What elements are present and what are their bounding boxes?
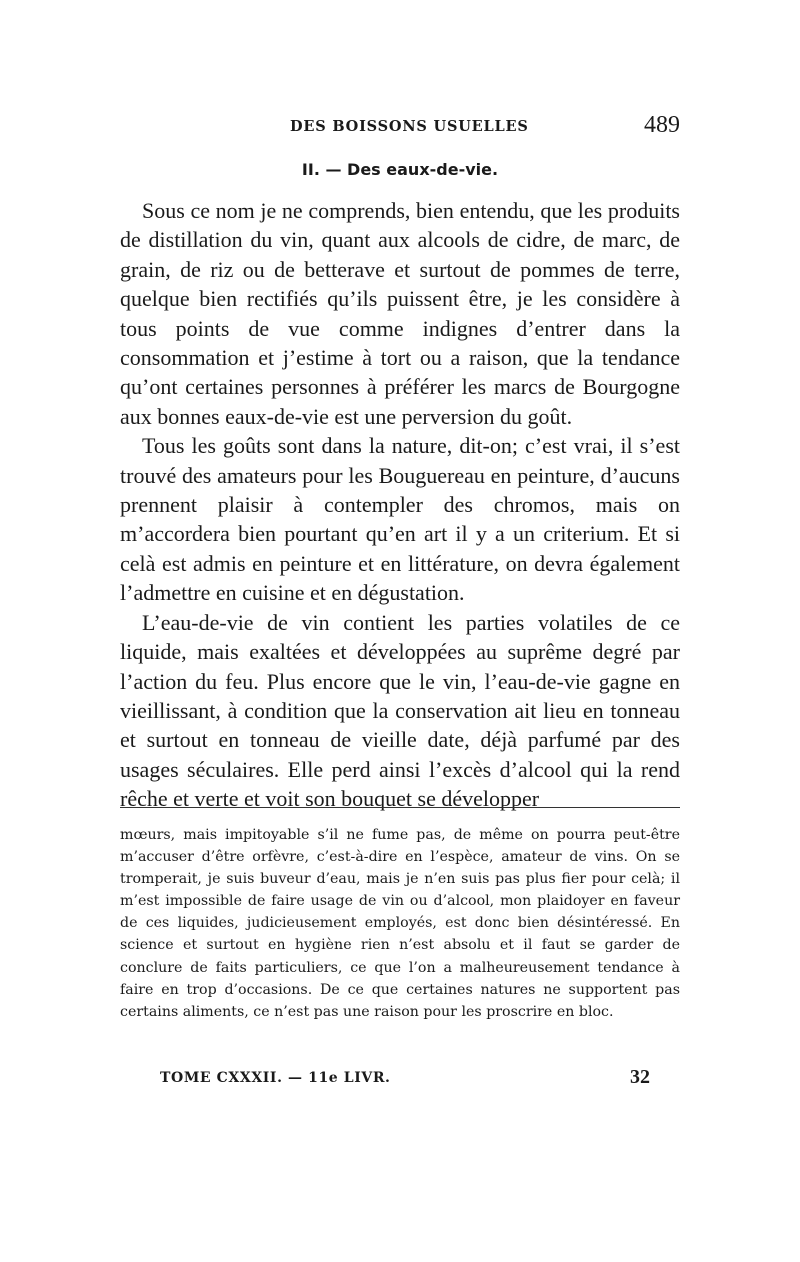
- body-paragraph: L’eau-de-vie de vin contient les parties volatiles de ce liquide, mais exaltées et développées au suprême degré par l’action du feu. Plus encore que le vin, l’eau-de-vie gagne en vieillissant, à condition que la conservation ait lieu en tonneau et surtout en tonneau de vieille date, déjà parfumé par des usages séculaires. Elle perd ainsi l’excès d’alcool qui la rend rêche et verte et voit son bouquet se développer: [120, 609, 680, 812]
- body-text: [120, 196, 680, 814]
- sheet-number: 32: [630, 1066, 650, 1088]
- printer-signature: [120, 1066, 680, 1092]
- running-header: [120, 112, 680, 146]
- body-paragraph: Tous les goûts sont dans la nature, dit-on; c’est vrai, il s’est trouvé des amateurs pour les Bouguereau en peinture, d’aucuns prennent plaisir à contempler des chromos, mais on m’accordera bien pourtant qu’en art il y a un criterium. Et si celà est admis en peinture et en littérature, on devra également l’admettre en cuisine et en dégustation.: [120, 433, 680, 606]
- volume-signature: TOME CXXXII. — 11e LIVR.: [160, 1070, 391, 1086]
- footnote-text: mœurs, mais impitoyable s’il ne fume pas, de même on pourra peut-être m’accuser d’être orfèvre, c’est-à-dire en l’espèce, amateur de vins. On se tromperait, je suis buveur d’eau, mais je n’en suis pas plus fier pour celà; il m’est impossible de faire usage de vin ou d’alcool, mon plaidoyer en faveur de ces liquides, judicieusement employés, est donc bien désintéressé. En science et surtout en hygiène rien n’est absolu et il faut se garder de conclure de faits particuliers, ce que l’on a malheureusement tendance à faire en trop d’occasions. De ce que certaines natures ne supportent pas certains aliments, ce n’est pas une raison pour les proscrire en bloc.: [120, 827, 680, 1020]
- footnote: [120, 824, 680, 1023]
- page-number: 489: [644, 112, 680, 138]
- running-title: DES BOISSONS USUELLES: [290, 118, 529, 135]
- section-title: II. — Des eaux-de-vie.: [301, 160, 499, 179]
- footnote-divider: [120, 807, 680, 808]
- body-paragraph: Sous ce nom je ne comprends, bien entendu, que les produits de distillation du vin, quant aux alcools de cidre, de marc, de grain, de riz ou de betterave et surtout de pommes de terre, quelque bien rectifiés qu’ils puissent être, je les considère à tous points de vue comme indignes d’entrer dans la consommation et j’estime à tort ou a raison, que la tendance qu’ont certaines personnes à préférer les marcs de Bourgogne aux bonnes eaux-de-vie est une perversion du goût.: [120, 198, 680, 429]
